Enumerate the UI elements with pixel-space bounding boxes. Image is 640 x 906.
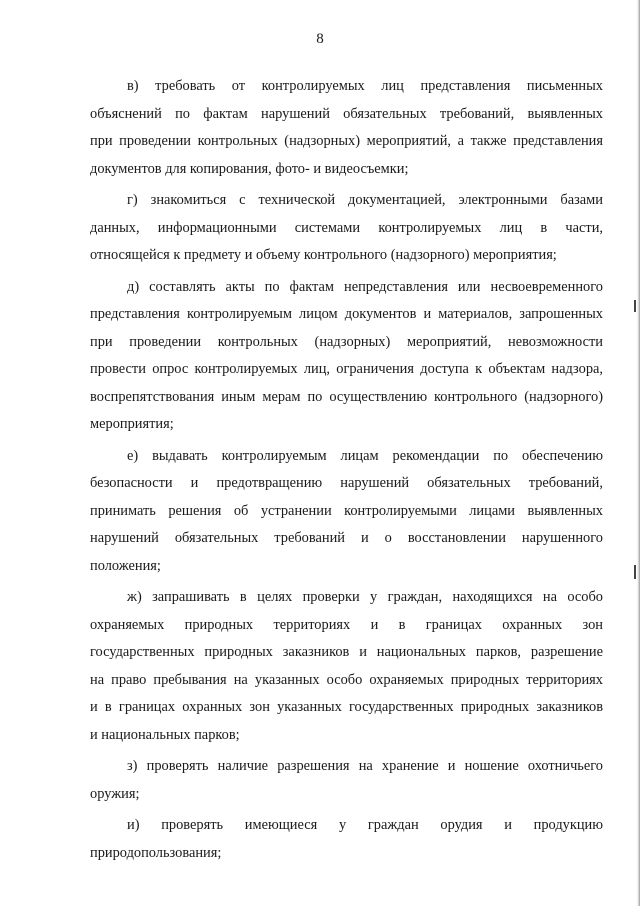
paragraph-d [90,274,603,439]
paragraph-e [90,443,603,581]
scan-edge-mark [634,300,636,312]
text-line: при проведении контрольных (надзорных) мероприятий, невозможности [90,333,603,350]
text-line: воспрепятствования иным мерам по осуществлению контрольного (надзорного) [90,388,603,405]
text-line: ж) запрашивать в целях проверки у граждан, находящихся на особо [127,589,603,605]
text-line: оружия; [90,785,140,802]
paragraph-z [90,753,603,808]
paragraph-g [90,187,603,270]
text-line: природопользования; [90,844,222,861]
text-line: д) составлять акты по фактам непредставления или несвоевременного [127,278,603,295]
text-line: г) знакомиться с технической документацией, электронными базами [127,192,603,208]
page-number: 8 [316,31,324,47]
text-line: охраняемых природных территориях и в границах охранных зон [90,616,603,633]
text-line: относящейся к предмету и объему контрольного (надзорного) мероприятия; [90,247,557,263]
paragraph-zh [90,584,603,749]
text-line: и национальных парков; [90,726,240,743]
text-line: и в границах охранных зон указанных государственных природных заказников [90,699,603,715]
document-body [90,73,603,871]
paragraph-i [90,812,603,867]
text-line: объяснений по фактам нарушений обязательных требований, выявленных [90,105,603,122]
text-line: безопасности и предотвращению нарушений обязательных требований, [90,475,603,491]
text-line: принимать решения об устранении контролируемыми лицами выявленных [90,502,603,519]
text-line: и) проверять имеющиеся у граждан орудия и продукцию [127,817,603,833]
text-line: провести опрос контролируемых лиц, ограничения доступа к объектам надзора, [90,361,603,377]
text-line: нарушений обязательных требований и о восстановлении нарушенного [90,530,603,546]
text-line: з) проверять наличие разрешения на хранение и ношение охотничьего [127,758,603,774]
text-line: государственных природных заказников и национальных парков, разрешение [90,644,603,660]
text-line: е) выдавать контролируемым лицам рекомендации по обеспечению [127,447,603,464]
text-line: данных, информационными системами контролируемых лиц в части, [90,219,603,236]
text-line: при проведении контрольных (надзорных) мероприятий, а также представления [90,133,603,149]
text-line: на право пребывания на указанных особо охраняемых природных территориях [90,671,603,688]
scan-edge-mark [634,565,636,579]
text-line: документов для копирования, фото- и видеосъемки; [90,160,409,177]
text-line: мероприятия; [90,416,174,432]
text-line: положения; [90,557,161,574]
paragraph-v [90,73,603,183]
text-line: представления контролируемым лицом документов и материалов, запрошенных [90,306,603,322]
text-line: в) требовать от контролируемых лиц представления письменных [127,78,603,94]
